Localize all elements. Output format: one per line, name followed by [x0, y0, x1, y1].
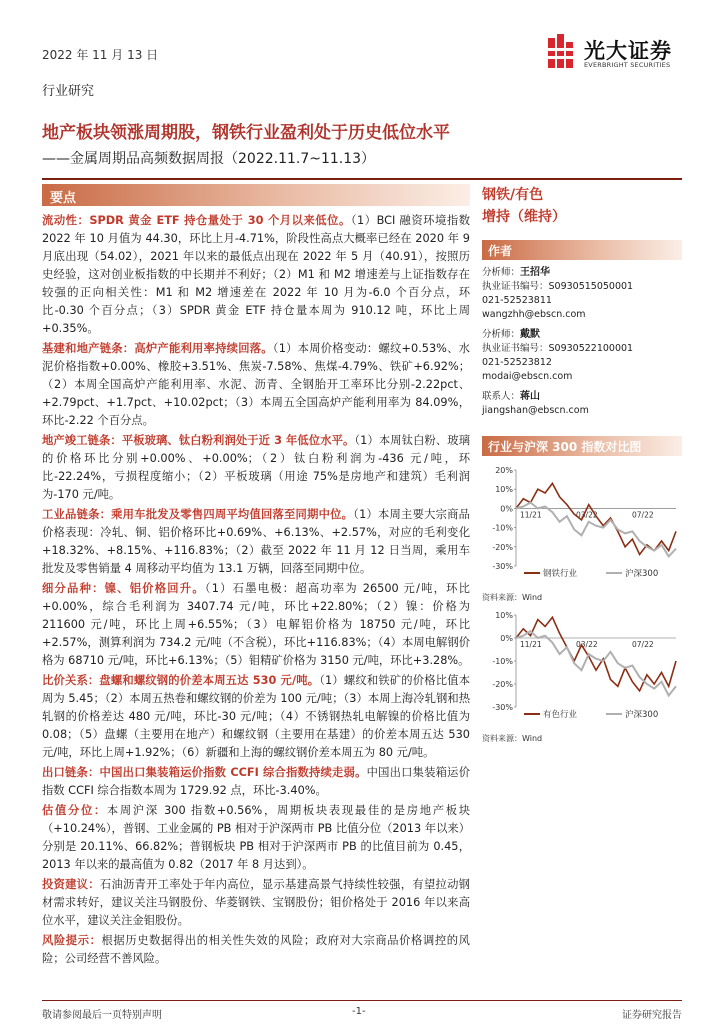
analyst-email[interactable]: modai@ebscn.com: [482, 371, 573, 382]
y-tick-label: 10%: [495, 611, 513, 620]
contact-name: 蒋山: [520, 391, 541, 402]
paragraph-text: （1）本周钛白粉、玻璃的价格环比分别+0.00%、+0.00%；（2）钛白粉利润为-436 元/吨，环比-22.24%，亏损程度缩小；（2）平板玻璃（用途 75%是房地产和建筑）毛利润为-170 元/吨。: [42, 434, 470, 501]
x-tick-label: 11/21: [520, 510, 542, 520]
paragraph: [42, 212, 470, 338]
logo-english: EVERBRIGHT SECURITIES: [584, 61, 671, 69]
footer-disclaimer[interactable]: 敬请参阅最后一页特别声明: [42, 1010, 162, 1021]
y-tick-label: -20%: [492, 680, 513, 689]
y-tick-label: -10%: [492, 523, 513, 533]
sidebar: [482, 184, 682, 744]
analyst-name: 戴默: [520, 329, 541, 340]
paragraph-text: 中国出口集装箱运价指数 CCFI 综合指数本周为 1729.92 点，环比-3.40%。: [42, 766, 470, 797]
paragraph-lead: 地产竣工链条：平板玻璃、钛白粉利润处于近 3 年低位水平。: [42, 434, 355, 447]
key-points-body: [42, 212, 470, 970]
paragraph: [42, 506, 470, 578]
x-tick-label: 07/22: [632, 640, 654, 649]
legend-label: 钢铁行业: [543, 569, 578, 579]
paragraph-text: 石油沥青开工率处于年内高位，显示基建高景气持续性较强，有望拉动钢材需求转好，建议关注马钢股份、华菱钢铁、宝钢股份；钼价格处于 2016 年以来高位水平，建议关注金钼股份。: [42, 878, 470, 927]
paragraph-lead: 工业品链条：乘用车批发及零售四周平均值回落至同期中位。: [42, 508, 354, 521]
y-tick-label: 10%: [495, 485, 513, 495]
chart-source: 资料来源：Wind: [482, 734, 543, 743]
paragraph-lead: 投资建议：: [42, 878, 100, 891]
company-logo: [548, 34, 688, 74]
paragraph: [42, 672, 470, 762]
analyst-block: [482, 266, 682, 418]
report-date: 2022 年 11 月 13 日: [42, 48, 159, 62]
paragraph-lead: 流动性：SPDR 黄金 ETF 持仓量处于 30 个月以来低位。: [42, 214, 351, 227]
logo-mark-icon: [548, 34, 574, 70]
y-tick-label: 20%: [495, 466, 513, 475]
divider: [42, 178, 682, 180]
paragraph: [42, 764, 470, 800]
paragraph-lead: 细分品种：镍、铝价格回升。: [42, 582, 205, 595]
paragraph-text: 本周沪深 300 指数+0.56%，周期板块表现最佳的是房地产板块（+10.24%），普钢、工业金属的 PB 相对于沪深两市 PB 比值分位（2013 年以来）分别是 20.11%、66.82%；普钢板块 PB 相对于沪深两市 PB 的比值目前为 0.45，2013 年以来的最高值为 0.82（2017 年 8 月达到）。: [42, 804, 470, 871]
paragraph: [42, 876, 470, 930]
legend-label: 沪深300: [625, 710, 659, 720]
x-tick-label: 11/21: [520, 640, 542, 649]
paragraph-text: （1）BCI 融资环境指数 2022 年 10 月值为 44.30，环比上月-4.71%，阶段性高点大概率已经在 2020 年 9 月底出现（54.02），2021 年以来的最低点出现在 2022 年 5 月（40.91），按照历史经验，这对创业板指数的中长期并不利好；（2）M1 和 M2 增速差与上证指数存在较强的正向相关性：M1 和 M2 增速差在 2022 年 10 月为-6.0 个百分点，环比-0.30 个百分点；（3）SPDR 黄金 ETF 持仓量本周为 910.12 吨，环比上周+0.35%。: [42, 214, 470, 335]
paragraph-lead: 出口链条：中国出口集装箱运价指数 CCFI 综合指数持续走弱。: [42, 766, 367, 779]
analyst-cert: 执业证书编号：S0930515050001: [482, 281, 634, 292]
paragraph: [42, 580, 470, 670]
analyst-cert: 执业证书编号：S0930522100001: [482, 343, 634, 354]
y-tick-label: -30%: [492, 703, 513, 712]
authors-label: 作者: [488, 244, 513, 258]
chart-source: 资料来源：Wind: [482, 593, 543, 602]
legend-label: 沪深300: [625, 569, 659, 579]
logo-name: 光大证券: [584, 39, 672, 63]
paragraph: [42, 340, 470, 430]
legend-label: 有色行业: [543, 710, 578, 720]
footer-divider: [42, 1000, 682, 1001]
chart-section-label: 行业与沪深 300 指数对比图: [488, 440, 642, 454]
x-tick-label: 03/22: [576, 640, 598, 649]
y-tick-label: -20%: [492, 542, 513, 552]
page-title: 地产板块领涨周期股，钢铁行业盈利处于历史低位水平: [42, 123, 450, 143]
paragraph-text: （1）螺纹和铁矿的价格比值本周为 5.45；（2）本周五热卷和螺纹钢的价差为 100 元/吨；（3）本周上海冷轧钢和热轧钢的价格差达 480 元/吨，环比-30 元/吨；（4）不锈钢热轧电解镍的价格比值为 0.08；（5）盘螺（主要用在地产）和螺纹钢（主要用在基建）的价差本周五达 530 元/吨，环比上周+1.92%；（6）新疆和上海的螺纹钢价差本周五为 80 元/吨。: [42, 674, 470, 759]
key-points-label: 要点: [50, 191, 77, 206]
contact-title: 联系人：: [482, 391, 521, 402]
analyst-title: 分析师：: [482, 267, 521, 278]
paragraph-text: 根据历史数据得出的相关性失效的风险；政府对大宗商品价格调控的风险；公司经营不善风险。: [42, 934, 470, 965]
chart-nonferrous-svg: [482, 609, 682, 727]
paragraph: [42, 802, 470, 874]
analyst-name: 王招华: [520, 267, 551, 278]
y-tick-label: 0%: [500, 634, 513, 643]
paragraph-text: （1）本周价格变动：螺纹+0.53%、水泥价格指数+0.00%、橡胶+3.51%、焦炭-7.58%、焦煤-4.79%、铁矿+6.92%；（2）本周全国高炉产能利用率、水泥、沥青、全钢胎开工率环比分别-2.22pct、+2.79pct、+1.7pct、+10.02pct；（3）本周五全国高炉产能利用率为 84.09%，环比-2.22 个百分点。: [42, 342, 470, 427]
series-line-0: [516, 617, 676, 691]
paragraph-text: （1）本周主要大宗商品价格表现：冷轧、铜、铝价格环比+0.69%、+6.13%、+2.57%，对应的毛利变化+18.32%、+8.15%、+116.83%；（2）截至 2022 年 11 月 12 日当周，乘用车批发及零售销量 4 周移动平均值为 13.1 万辆，回落至同期中位。: [42, 508, 470, 575]
x-tick-label: 03/22: [576, 510, 598, 520]
rating: 增持（维持）: [482, 209, 566, 225]
key-points-header: [42, 184, 470, 206]
page-subtitle: ——金属周期品高频数据周报（2022.11.7~11.13）: [42, 151, 376, 167]
chart-nonferrous: [482, 609, 682, 744]
analyst-phone: 021-52523812: [482, 357, 552, 368]
paragraph-lead: 基建和地产链条：高炉产能利用率持续回落。: [42, 342, 273, 355]
analyst-email[interactable]: wangzhh@ebscn.com: [482, 309, 586, 320]
paragraph: [42, 432, 470, 504]
paragraph-text: （1）石墨电极：超高功率为 26500 元/吨，环比+0.00%，综合毛利润为 3407.74 元/吨，环比+22.80%；（2）镍：价格为 211600 元/吨，环比上周+6.55%；（3）电解铝价格为 18750 元/吨，环比+2.57%，测算利润为 734.2 元/吨（不含税），环比+116.83%；（4）本周电解钢价格为 68710 元/吨，环比+6.13%；（5）钼精矿价格为 3150 元/吨，环比+3.28%。: [42, 582, 470, 667]
page-number: -1-: [352, 1006, 366, 1017]
x-tick-label: 07/22: [632, 510, 654, 520]
chart-steel-svg: [482, 464, 682, 586]
paragraph-lead: 风险提示：: [42, 934, 102, 947]
authors-header: [482, 240, 682, 260]
paragraph-lead: 估值分位：: [42, 804, 107, 817]
analyst-title: 分析师：: [482, 329, 521, 340]
y-tick-label: 0%: [500, 504, 513, 514]
analyst-phone: 021-52523811: [482, 295, 552, 306]
y-tick-label: -10%: [492, 657, 513, 666]
section-label: 行业研究: [42, 84, 95, 99]
contact-email[interactable]: jiangshan@ebscn.com: [482, 405, 589, 416]
footer-label: 证券研究报告: [622, 1010, 682, 1021]
chart-steel: [482, 464, 682, 603]
y-tick-label: -30%: [492, 562, 513, 571]
paragraph-lead: 比价关系：盘螺和螺纹钢的价差本周五达 530 元/吨。: [42, 674, 320, 687]
chart-section-header: [482, 436, 682, 456]
paragraph: [42, 932, 470, 968]
rating-sector: 钢铁/有色: [482, 187, 544, 203]
